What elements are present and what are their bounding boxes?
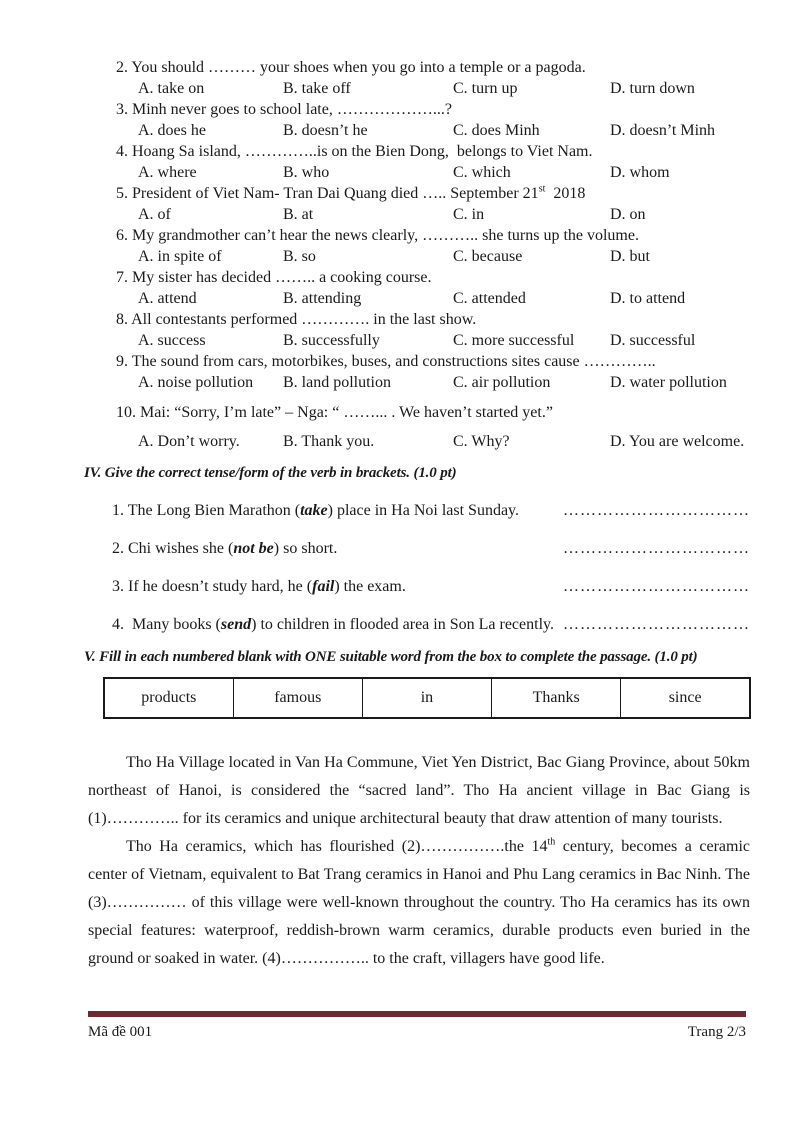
question-item — [88, 99, 750, 141]
verb-item-list — [88, 500, 750, 636]
cloze-section — [84, 647, 750, 973]
question-item — [88, 183, 750, 225]
text-segment: 10. Mai: “Sorry, I’m late” – Nga: “ ……... . We haven’t started yet.” — [116, 404, 553, 421]
option-b: B. Thank you. — [283, 433, 375, 450]
option-d: D. to attend — [610, 290, 686, 307]
option-d: D. doesn’t Minh — [610, 122, 716, 139]
option-b: B. successfully — [283, 332, 380, 349]
option-d: D. water pollution — [610, 374, 727, 391]
word-box-row — [104, 678, 750, 718]
option-c: C. air pollution — [453, 374, 551, 391]
question-stem — [116, 225, 750, 246]
answer-options-row — [138, 120, 750, 141]
passage-paragraph — [88, 749, 750, 833]
verb-item-text — [112, 576, 406, 598]
word-box-cell: famous — [233, 678, 362, 718]
word-box-table — [103, 677, 751, 719]
question-item — [88, 57, 750, 99]
option-b: B. at — [283, 206, 314, 223]
verb-item — [112, 576, 750, 598]
option-c: C. does Minh — [453, 122, 540, 139]
page-footer — [88, 1011, 746, 1042]
question-stem — [116, 183, 750, 204]
option-a: A. attend — [138, 290, 197, 307]
text-segment: 2. Chi wishes she ( — [112, 540, 234, 557]
text-segment: 2. You should ……… your shoes when you go into a temple or a pagoda. — [116, 59, 586, 76]
text-segment: 3. Minh never goes to school late, ………………...? — [116, 101, 452, 118]
question-stem — [116, 267, 750, 288]
text-segment: st — [538, 183, 546, 195]
question-stem — [116, 57, 750, 78]
option-d: D. You are welcome. — [610, 433, 745, 450]
text-segment: 5. President of Viet Nam- Tran Dai Quang died ….. September 21 — [116, 185, 539, 202]
option-c: C. Why? — [453, 433, 510, 450]
text-segment: 2018 — [545, 185, 586, 202]
option-a: A. of — [138, 206, 171, 223]
verb-item — [112, 538, 750, 560]
multiple-choice-section — [88, 57, 750, 452]
option-a: A. does he — [138, 122, 206, 139]
option-d: D. on — [610, 206, 646, 223]
option-d: D. successful — [610, 332, 696, 349]
question-stem — [116, 141, 750, 162]
text-segment: send — [220, 616, 252, 633]
verb-item-text — [112, 538, 337, 560]
option-a: A. noise pollution — [138, 374, 254, 391]
question-item — [88, 351, 750, 393]
question-item — [88, 141, 750, 183]
question-item — [88, 267, 750, 309]
option-c: C. which — [453, 164, 511, 181]
answer-blank-line: …………………………… — [563, 540, 750, 557]
verb-item-text — [112, 614, 554, 636]
answer-options-row — [138, 330, 750, 351]
text-segment: ) to children in flooded area in Son La recently. — [251, 616, 554, 633]
question-stem — [116, 309, 750, 330]
question-list — [88, 57, 750, 452]
section-v-heading: V. Fill in each numbered blank with ONE suitable word from the box to complete the passage. (1.0 pt) — [84, 649, 698, 665]
option-d: D. whom — [610, 164, 670, 181]
text-segment: ) place in Ha Noi last Sunday. — [327, 502, 520, 519]
question-stem — [116, 351, 750, 372]
word-box-cell: in — [362, 678, 491, 718]
text-segment: 4. Hoang Sa island, …………..is on the Bien Dong, belongs to Viet Nam. — [116, 143, 593, 160]
text-segment: 1. The Long Bien Marathon ( — [112, 502, 301, 519]
option-c: C. in — [453, 206, 485, 223]
verb-item — [112, 614, 750, 636]
footer-text-row — [88, 1022, 746, 1042]
text-segment: fail — [312, 578, 335, 595]
option-b: B. take off — [283, 80, 351, 97]
text-segment: Tho Ha ceramics, which has flourished (2)…………….the 14 — [126, 838, 548, 855]
option-b: B. so — [283, 248, 316, 265]
option-a: A. Don’t worry. — [138, 433, 240, 450]
answer-blank-line: …………………………… — [563, 616, 750, 633]
answer-options-row — [138, 372, 750, 393]
question-stem — [116, 99, 750, 120]
answer-blank-line: …………………………… — [563, 502, 750, 519]
footer-divider-rule — [88, 1011, 746, 1017]
verb-form-section — [84, 463, 750, 636]
text-segment: Tho Ha Village located in Van Ha Commune, Viet Yen District, Bac Giang Province, about 50km northeast of Hanoi, is considered the “sacred land”. Tho Ha ancient village in Bac Giang is (1)………….. for its ceramics and unique architectural beauty that draw attention of many tourists. — [88, 754, 750, 827]
option-b: B. doesn’t he — [283, 122, 368, 139]
answer-options-row — [138, 162, 750, 183]
option-a: A. where — [138, 164, 197, 181]
option-c: C. because — [453, 248, 523, 265]
text-segment: 4. Many books ( — [112, 616, 221, 633]
option-b: B. who — [283, 164, 330, 181]
option-c: C. more successful — [453, 332, 575, 349]
answer-options-row — [138, 204, 750, 225]
answer-options-row — [138, 246, 750, 267]
answer-options-row — [138, 431, 750, 452]
question-item — [88, 309, 750, 351]
word-box-cell: Thanks — [492, 678, 621, 718]
exam-code-label: Mã đề 001 — [88, 1024, 153, 1040]
answer-options-row — [138, 78, 750, 99]
option-a: A. success — [138, 332, 206, 349]
option-a: A. in spite of — [138, 248, 222, 265]
text-segment: 3. If he doesn’t study hard, he ( — [112, 578, 313, 595]
answer-options-row — [138, 288, 750, 309]
option-a: A. take on — [138, 80, 205, 97]
question-item — [88, 402, 750, 452]
verb-item-text — [112, 500, 519, 522]
text-segment: ) so short. — [273, 540, 338, 557]
option-c: C. attended — [453, 290, 526, 307]
option-d: D. but — [610, 248, 650, 265]
text-segment: not be — [233, 540, 274, 557]
answer-blank-line: …………………………… — [563, 578, 750, 595]
text-segment: 9. The sound from cars, motorbikes, buses, and constructions sites cause ………….. — [116, 353, 656, 370]
question-stem — [116, 402, 750, 423]
text-segment: th — [547, 836, 556, 848]
text-segment: 7. My sister has decided …….. a cooking course. — [116, 269, 432, 286]
passage-paragraph — [88, 833, 750, 973]
section-iv-heading: IV. Give the correct tense/form of the verb in brackets. (1.0 pt) — [84, 465, 457, 481]
page-number-label: Trang 2/3 — [687, 1024, 746, 1040]
text-segment: ) the exam. — [334, 578, 406, 595]
option-b: B. land pollution — [283, 374, 391, 391]
text-segment: take — [300, 502, 328, 519]
text-segment: century, becomes a ceramic center of Vietnam, equivalent to Bat Trang ceramics in Hanoi and Phu Lang ceramics in Bac Ninh. The (3)…………… of this village were well-known throughout the country. Tho Ha ceramics has its own special features: waterproof, reddish-brown warm ceramics, durable products even buried in the ground or soaked in water. (4)…………….. to the craft, villagers have good life. — [88, 838, 750, 967]
text-segment: 8. All contestants performed …………. in the last show. — [116, 311, 477, 328]
option-b: B. attending — [283, 290, 362, 307]
verb-item — [112, 500, 750, 522]
word-box-cell: products — [104, 678, 233, 718]
question-item — [88, 225, 750, 267]
option-d: D. turn down — [610, 80, 695, 97]
text-segment: 6. My grandmother can’t hear the news clearly, ……….. she turns up the volume. — [116, 227, 639, 244]
option-c: C. turn up — [453, 80, 518, 97]
cloze-passage — [88, 749, 750, 973]
word-box-cell: since — [621, 678, 750, 718]
